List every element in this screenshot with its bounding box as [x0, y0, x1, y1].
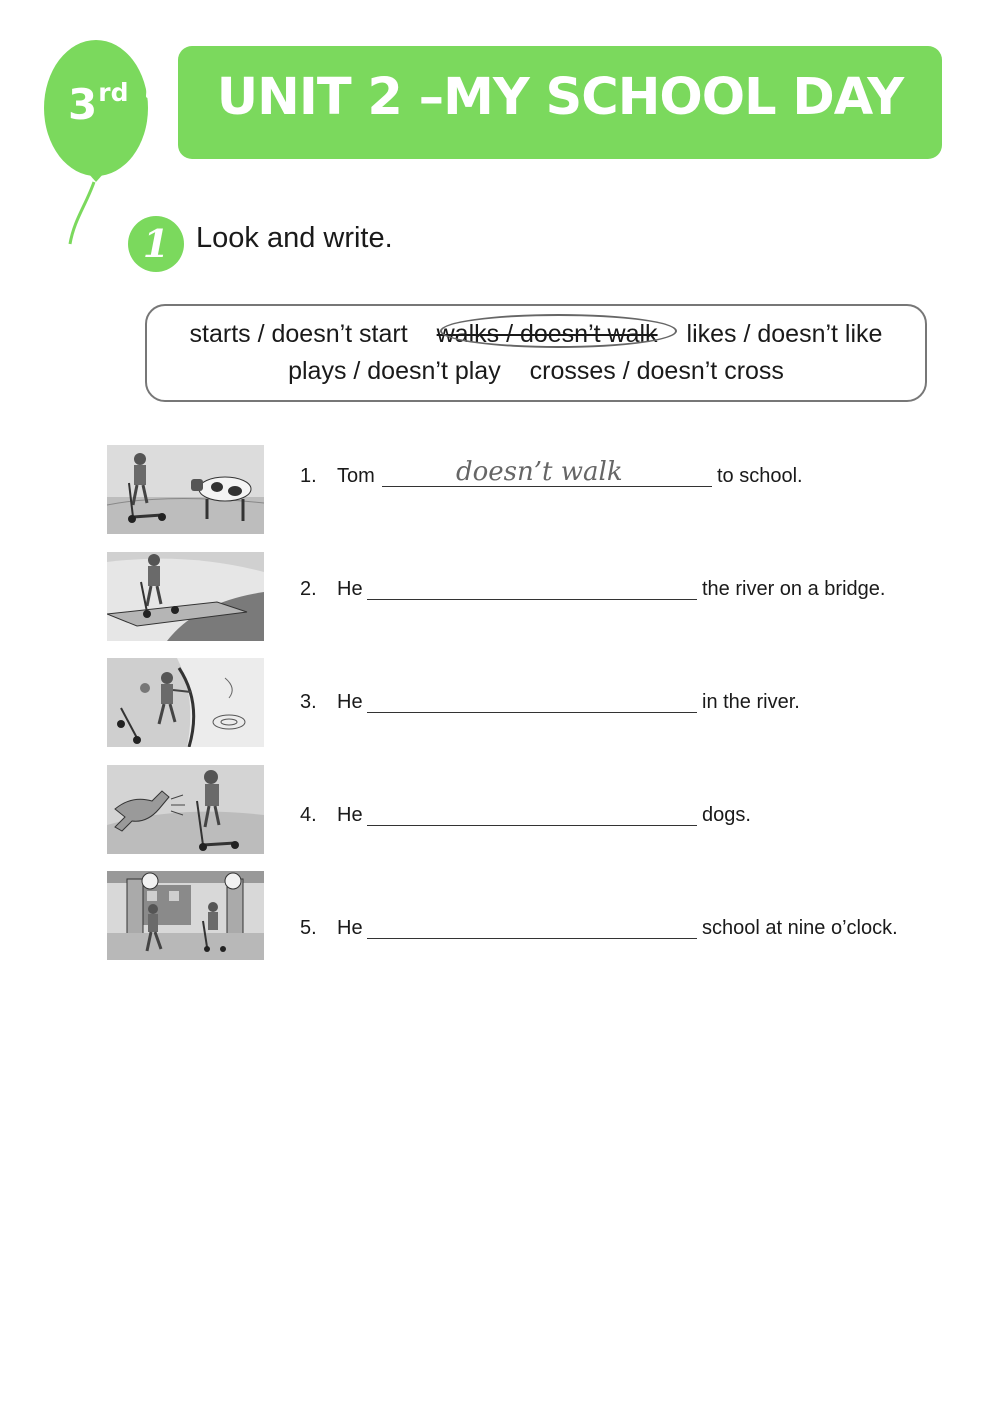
question-subject: Tom	[337, 465, 375, 487]
question-number: 3.	[300, 691, 317, 713]
unit-title: UNIT 2 –MY SCHOOL DAY	[216, 68, 904, 127]
question-subject: He	[337, 691, 363, 713]
question-subject: He	[337, 917, 363, 939]
question-rest: in the river.	[702, 691, 800, 713]
word-bank-item: starts / doesn’t start	[189, 320, 408, 348]
question-number: 5.	[300, 917, 317, 939]
balloon-icon	[44, 40, 154, 246]
question-number: 1.	[300, 465, 317, 487]
answer-circle	[440, 314, 677, 348]
exercise-instruction: Look and write.	[196, 222, 393, 254]
word-bank-item: plays / doesn’t play	[288, 357, 501, 385]
handwritten-answer: doesn’t walk	[456, 457, 623, 487]
answer-blank[interactable]	[367, 825, 697, 826]
answer-blank[interactable]	[367, 599, 697, 600]
word-bank-item-used: walks / doesn’t walk	[437, 320, 658, 348]
question-rest: to school.	[717, 465, 803, 487]
unit-banner	[178, 46, 942, 159]
answer-blank[interactable]	[367, 712, 697, 713]
question-number: 4.	[300, 804, 317, 826]
question-2	[0, 578, 1000, 608]
question-4	[0, 804, 1000, 834]
question-1	[0, 457, 1000, 495]
word-bank	[145, 304, 927, 402]
question-subject: He	[337, 804, 363, 826]
grade-label: 3rd	[68, 78, 129, 129]
question-rest: dogs.	[702, 804, 751, 826]
answer-blank[interactable]	[367, 938, 697, 939]
question-3	[0, 691, 1000, 721]
exercise-number-badge: 1	[128, 216, 184, 272]
question-subject: He	[337, 578, 363, 600]
word-bank-item: likes / doesn’t like	[686, 320, 883, 348]
word-bank-item: crosses / doesn’t cross	[529, 357, 784, 385]
question-rest: school at nine o’clock.	[702, 917, 898, 939]
question-rest: the river on a bridge.	[702, 578, 886, 600]
question-5	[0, 917, 1000, 947]
question-number: 2.	[300, 578, 317, 600]
